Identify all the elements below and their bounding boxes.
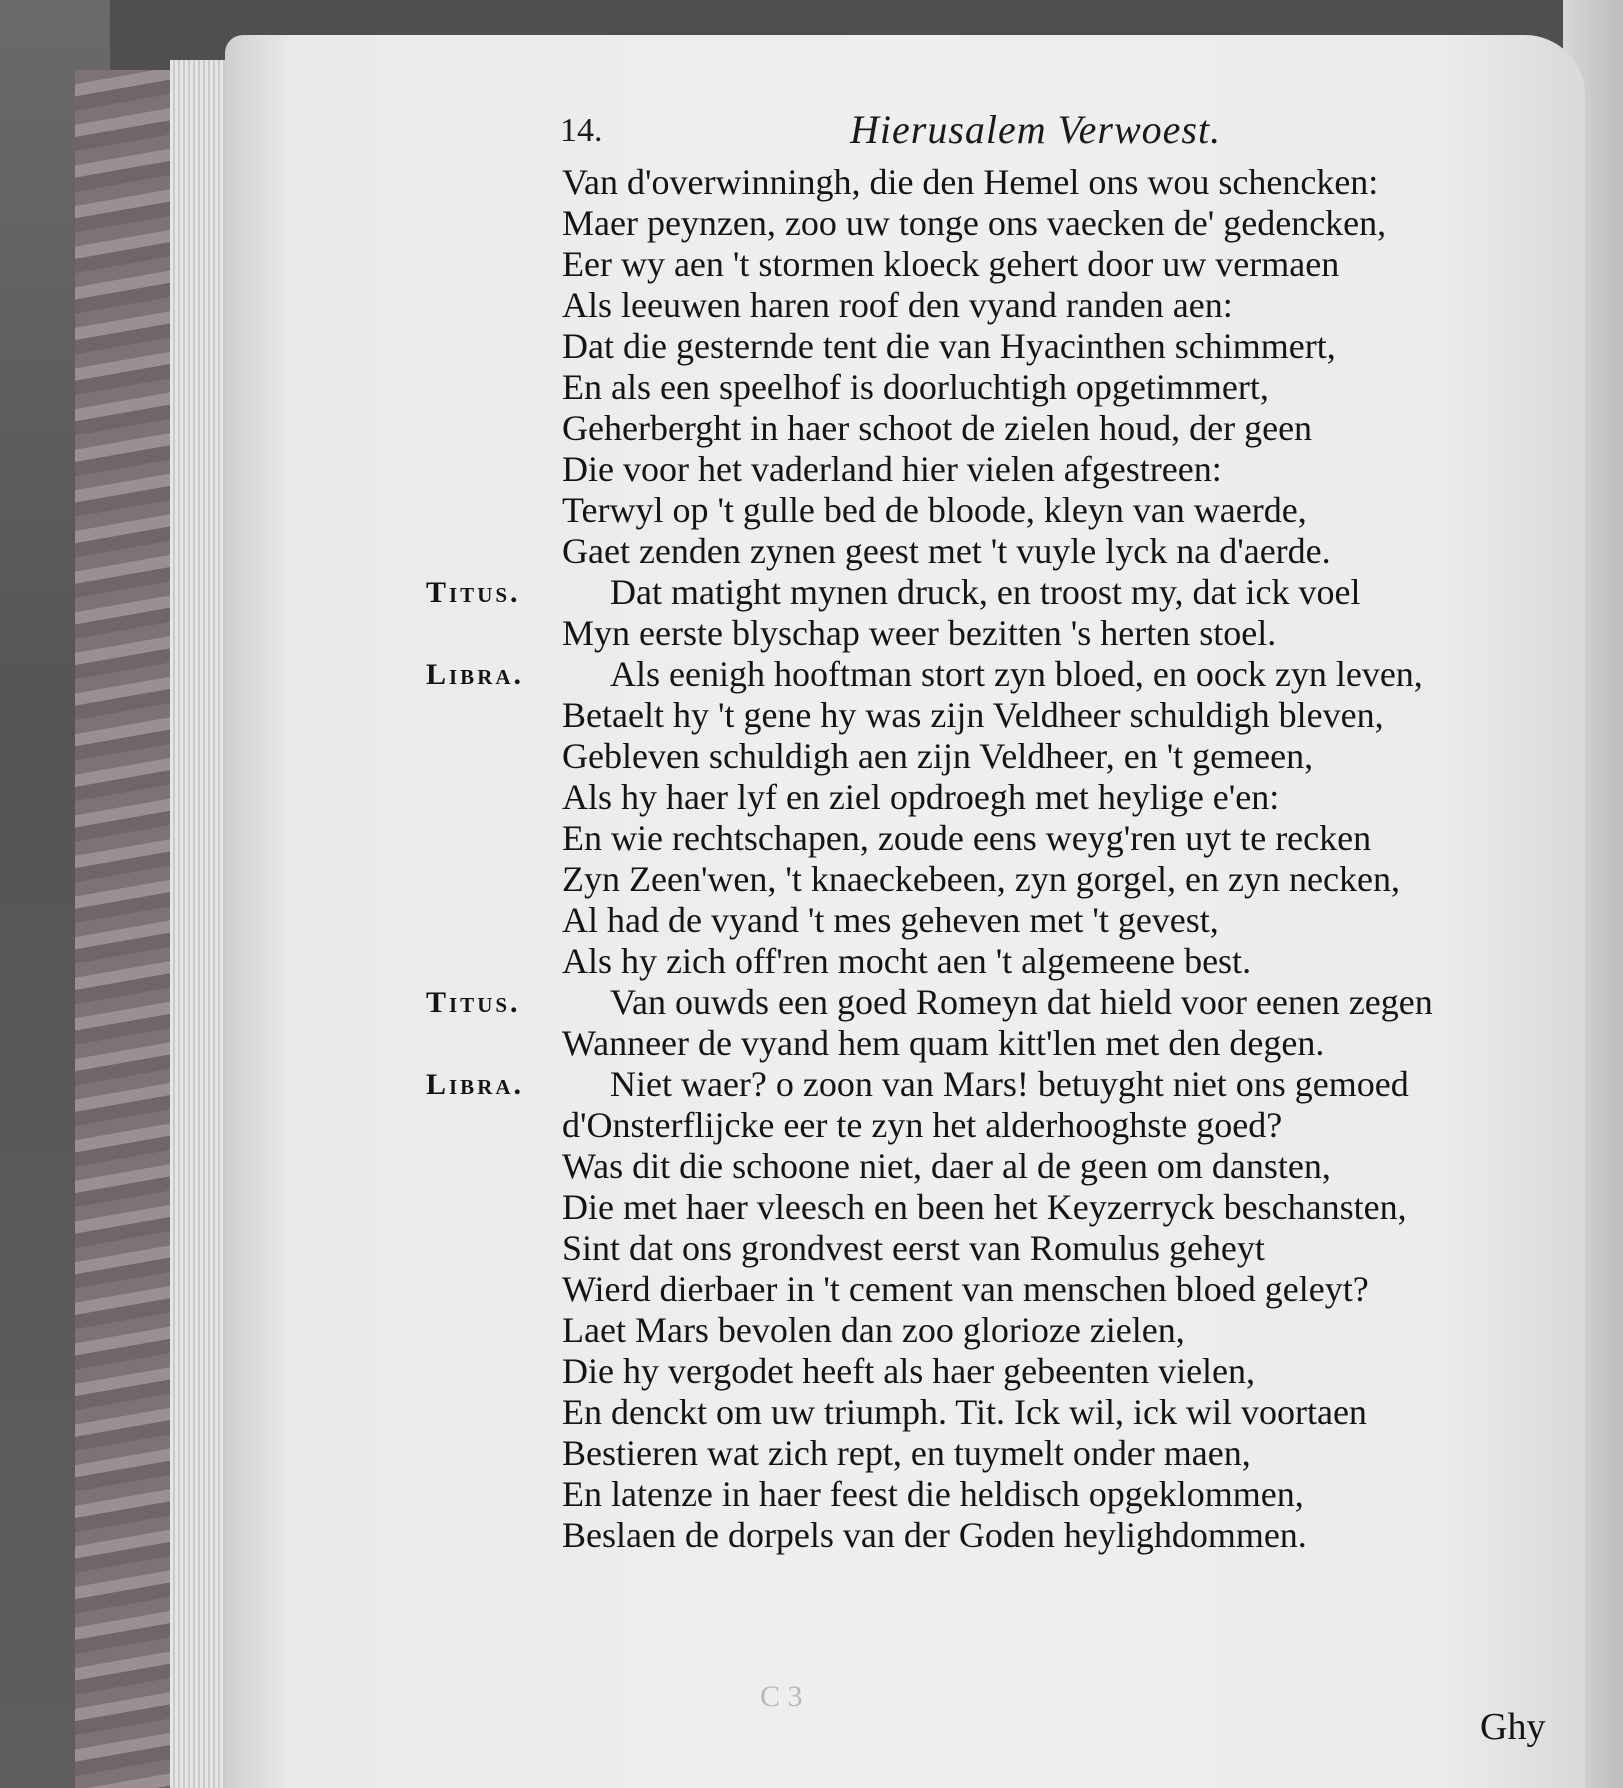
verse-line (420, 654, 1570, 695)
verse-text-line: Sint dat ons grondvest eerst van Romulus geheyt (562, 1228, 1265, 1268)
verse-text-line: Beslaen de dorpels van der Goden heylighdommen. (562, 1515, 1307, 1555)
verse-text-line: Gebleven schuldigh aen zijn Veldheer, en 't gemeen, (562, 736, 1314, 776)
verse-text-line: Maer peynzen, zoo uw tonge ons vaecken de' gedencken, (562, 203, 1387, 243)
verse-text-line: Myn eerste blyschap weer bezitten 's herten stoel. (562, 613, 1277, 653)
verse-text-line: Als hy zich off'ren mocht aen 't algemeene best. (562, 941, 1252, 981)
verse-text-line: En latenze in haer feest die heldisch opgeklommen, (562, 1474, 1304, 1514)
verse-line (420, 1269, 1570, 1310)
verse-text-line: Die voor het vaderland hier vielen afgestreen: (562, 449, 1222, 489)
verse-text-line: Geherberght in haer schoot de zielen houd, der geen (562, 408, 1313, 448)
verse-text-line: Laet Mars bevolen dan zoo glorioze zielen, (562, 1310, 1185, 1350)
running-title: Hierusalem Verwoest. (850, 107, 1222, 152)
verse-line (420, 1187, 1570, 1228)
verse-line (420, 1105, 1570, 1146)
signature-mark: C 3 (760, 1680, 803, 1713)
speaker-name: Libra. (426, 658, 525, 691)
verse-line (420, 1474, 1570, 1515)
speaker-name: Titus. (426, 986, 521, 1019)
verse-text-line: Terwyl op 't gulle bed de bloode, kleyn van waerde, (562, 490, 1307, 530)
verse-text-line: Was dit die schoone niet, daer al de geen om dansten, (562, 1146, 1331, 1186)
verse-text-line: Als leeuwen haren roof den vyand randen aen: (562, 285, 1233, 325)
verse-line (420, 1310, 1570, 1351)
speaker-name: Libra. (426, 1068, 525, 1101)
verse-line (420, 1146, 1570, 1187)
verse-text-line: d'Onsterflijcke eer te zyn het alderhooghste goed? (562, 1105, 1283, 1145)
verse-text-line: Van d'overwinningh, die den Hemel ons wou schencken: (562, 162, 1379, 202)
verse-text-line: Zyn Zeen'wen, 't knaeckebeen, zyn gorgel, en zyn necken, (562, 859, 1400, 899)
verse-line (420, 285, 1570, 326)
verse-line (420, 1351, 1570, 1392)
verse-line (420, 449, 1570, 490)
verse-line (420, 695, 1570, 736)
verse-line (420, 490, 1570, 531)
verse-line (420, 613, 1570, 654)
verse-line (420, 162, 1570, 203)
verse-line (420, 1064, 1570, 1105)
speaker-name: Titus. (426, 576, 521, 609)
verse-line (420, 244, 1570, 285)
verse-line (420, 1228, 1570, 1269)
verse-line (420, 367, 1570, 408)
catchword: Ghy (1480, 1706, 1546, 1748)
verse-text-line: Dat die gesternde tent die van Hyacinthen schimmert, (562, 326, 1336, 366)
verse-line (420, 531, 1570, 572)
verse-line (420, 900, 1570, 941)
verse-text-line: Al had de vyand 't mes geheven met 't gevest, (562, 900, 1219, 940)
verse-text-line: Bestieren wat zich rept, en tuymelt onder maen, (562, 1433, 1251, 1473)
verse-text-line: Die hy vergodet heeft als haer gebeenten vielen, (562, 1351, 1256, 1391)
page-number: 14. (560, 112, 603, 149)
verse-line (420, 1023, 1570, 1064)
verse-line (420, 818, 1570, 859)
verse-text-line: Niet waer? o zoon van Mars! betuyght niet ons gemoed (610, 1064, 1409, 1104)
verse-line (420, 1392, 1570, 1433)
verse-text-line: Als eenigh hooftman stort zyn bloed, en oock zyn leven, (610, 654, 1423, 694)
verse-line (420, 1515, 1570, 1556)
verse-text-line: Wanneer de vyand hem quam kitt'len met den degen. (562, 1023, 1325, 1063)
verse-text-line: Wierd dierbaer in 't cement van menschen bloed geleyt? (562, 1269, 1369, 1309)
verse-text-line: Eer wy aen 't stormen kloeck gehert door uw vermaen (562, 244, 1340, 284)
verse-text-line: Gaet zenden zynen geest met 't vuyle lyck na d'aerde. (562, 531, 1331, 571)
verse-line (420, 572, 1570, 613)
verse-line (420, 777, 1570, 818)
verse-line (420, 326, 1570, 367)
verse-text-line: Die met haer vleesch en been het Keyzerryck beschansten, (562, 1187, 1407, 1227)
verse-line (420, 859, 1570, 900)
verse-text-line: En denckt om uw triumph. Tit. Ick wil, ick wil voortaen (562, 1392, 1367, 1432)
verse-text-line: Dat matight mynen druck, en troost my, dat ick voel (610, 572, 1361, 612)
verse-line (420, 736, 1570, 777)
verse-line (420, 1433, 1570, 1474)
verse-line (420, 982, 1570, 1023)
verse-text-line: Van ouwds een goed Romeyn dat hield voor eenen zegen (610, 982, 1433, 1022)
verse-line (420, 941, 1570, 982)
verse-line (420, 408, 1570, 449)
verse-text-line: Betaelt hy 't gene hy was zijn Veldheer schuldigh bleven, (562, 695, 1384, 735)
verse-text-line: En wie rechtschapen, zoude eens weyg'ren uyt te recken (562, 818, 1372, 858)
verse-text-line: En als een speelhof is doorluchtigh opgetimmert, (562, 367, 1269, 407)
verse-line (420, 203, 1570, 244)
verse-text-line: Als hy haer lyf en ziel opdroegh met heylige e'en: (562, 777, 1280, 817)
verse-text (420, 162, 1570, 1556)
